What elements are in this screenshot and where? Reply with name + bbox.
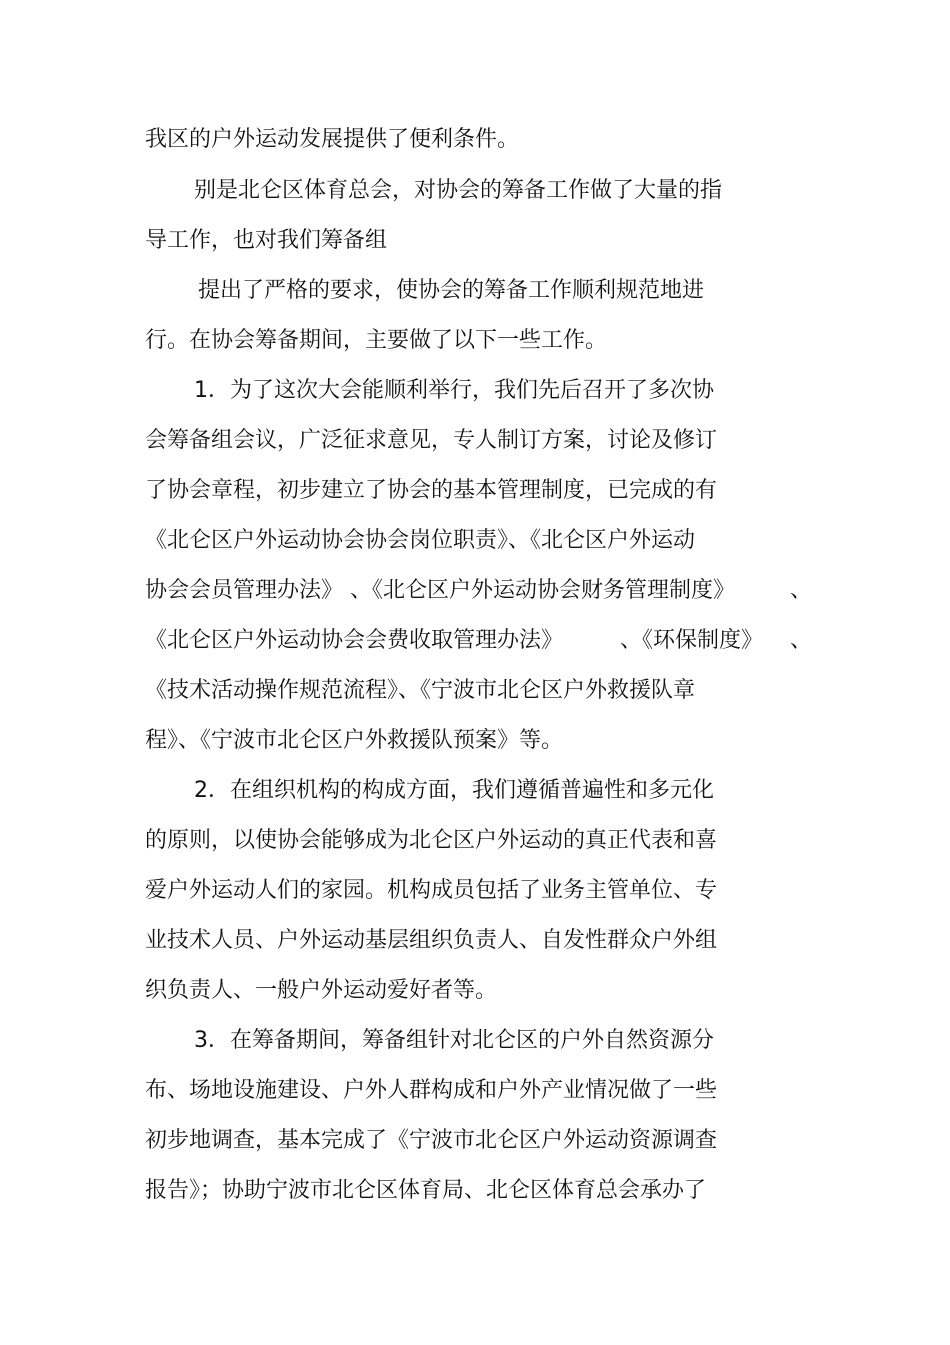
text-line: 业技术人员、户外运动基层组织负责人、自发性群众户外组: [145, 928, 718, 953]
text-line: 布、场地设施建设、户外人群构成和户外产业情况做了一些: [145, 1078, 718, 1103]
text-line: 程》、《宁波市北仑区户外救援队预案》等。: [145, 728, 564, 753]
text-line: 初步地调查，基本完成了《宁波市北仑区户外运动资源调查: [145, 1128, 718, 1153]
text-line: 报告》；协助宁波市北仑区体育局、北仑区体育总会承办了: [145, 1178, 707, 1203]
text-line: 提出了严格的要求，使协会的筹备工作顺利规范地进: [198, 278, 705, 303]
text-line: 《北仑区户外运动协会协会岗位职责》、《北仑区户外运动: [145, 528, 696, 553]
text-line: 行。在协会筹备期间，主要做了以下一些工作。: [145, 328, 608, 353]
text-line: 导工作，也对我们筹备组: [145, 228, 388, 253]
text-line: 2．在组织机构的构成方面，我们遵循普遍性和多元化: [194, 778, 714, 803]
text-line: 《技术活动操作规范流程》、《宁波市北仑区户外救援队章: [145, 678, 696, 703]
text-line: 我区的户外运动发展提供了便利条件。: [145, 127, 520, 152]
text-line: 3．在筹备期间，筹备组针对北仑区的户外自然资源分: [194, 1028, 714, 1053]
text-line: 的原则，以使协会能够成为北仑区户外运动的真正代表和喜: [145, 828, 718, 853]
text-line: 织负责人、一般户外运动爱好者等。: [145, 978, 498, 1003]
text-line: 爱户外运动人们的家园。机构成员包括了业务主管单位、专: [145, 878, 718, 903]
text-line: 、: [790, 578, 813, 603]
text-line: 会筹备组会议，广泛征求意见，专人制订方案，讨论及修订: [145, 428, 718, 453]
text-line: 协会会员管理办法》 、《北仑区户外运动协会财务管理制度》: [145, 578, 735, 603]
text-line: 1．为了这次大会能顺利举行，我们先后召开了多次协: [194, 378, 714, 403]
text-line: 、: [790, 628, 813, 653]
text-line: 、《环保制度》: [620, 628, 764, 653]
text-line: 《北仑区户外运动协会会费收取管理办法》: [145, 628, 564, 653]
text-line: 了协会章程，初步建立了协会的基本管理制度，已完成的有: [145, 478, 718, 503]
text-line: 别是北仑区体育总会，对协会的筹备工作做了大量的指: [194, 178, 723, 203]
